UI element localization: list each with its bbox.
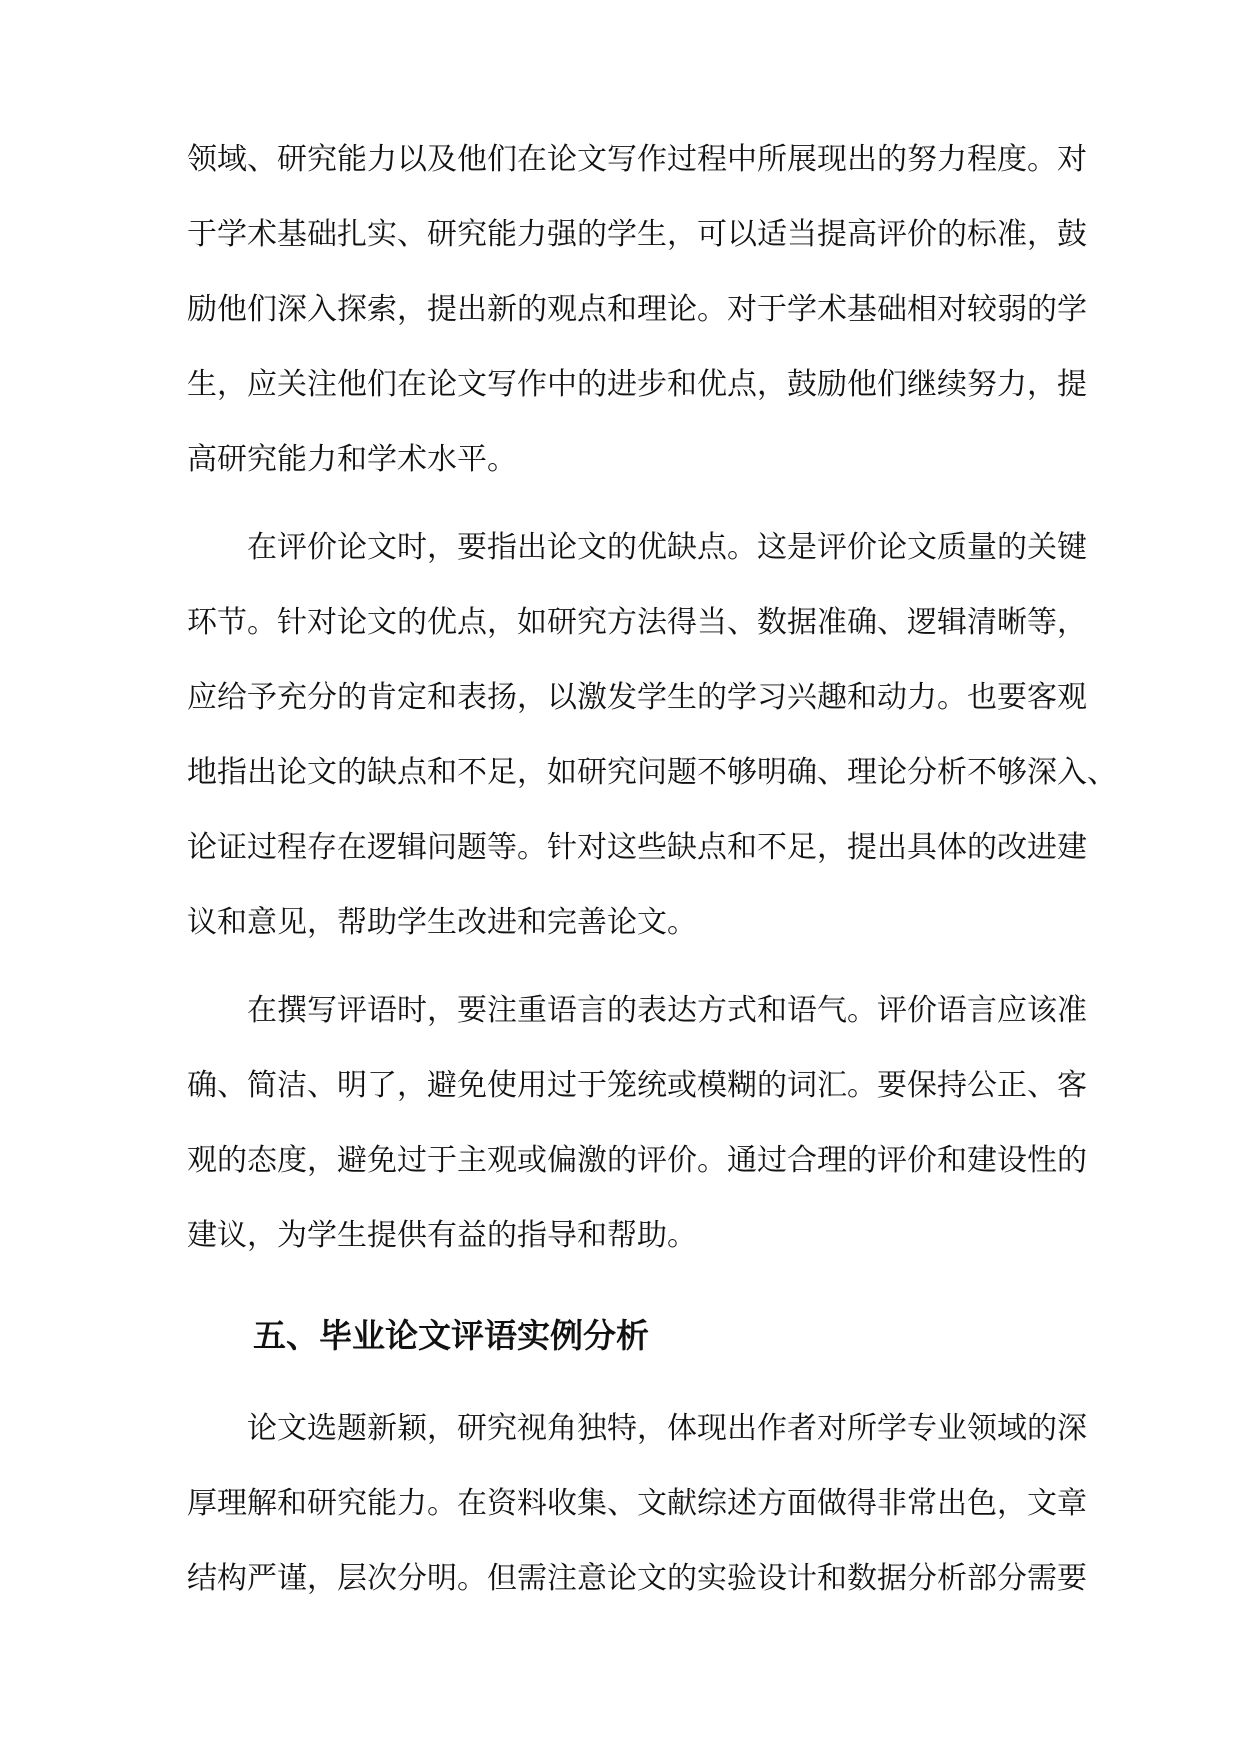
example-line-2: 厚理解和研究能力。在资料收集、文献综述方面做得非常出色，文章 (187, 1486, 1087, 1521)
paragraph-2-line-5: 论证过程存在逻辑问题等。针对这些缺点和不足，提出具体的改进建 (187, 830, 1087, 865)
paragraph-2-line-1: 在评价论文时，要指出论文的优缺点。这是评价论文质量的关键 (247, 530, 1087, 565)
section-heading: 五、毕业论文评语实例分析 (253, 1316, 649, 1355)
paragraph-2-line-4: 地指出论文的缺点和不足，如研究问题不够明确、理论分析不够深入、 (187, 755, 1117, 790)
paragraph-3-line-4: 建议，为学生提供有益的指导和帮助。 (187, 1218, 697, 1253)
paragraph-1-line-1: 领域、研究能力以及他们在论文写作过程中所展现出的努力程度。对 (187, 142, 1087, 177)
example-line-3: 结构严谨，层次分明。但需注意论文的实验设计和数据分析部分需要 (187, 1561, 1087, 1596)
paragraph-3-line-2: 确、简洁、明了，避免使用过于笼统或模糊的词汇。要保持公正、客 (187, 1068, 1087, 1103)
paragraph-2-line-6: 议和意见，帮助学生改进和完善论文。 (187, 905, 697, 940)
paragraph-3-line-1: 在撰写评语时，要注重语言的表达方式和语气。评价语言应该准 (247, 993, 1087, 1028)
paragraph-1-line-3: 励他们深入探索，提出新的观点和理论。对于学术基础相对较弱的学 (187, 292, 1087, 327)
paragraph-3-line-3: 观的态度，避免过于主观或偏激的评价。通过合理的评价和建设性的 (187, 1143, 1087, 1178)
paragraph-1-line-4: 生，应关注他们在论文写作中的进步和优点，鼓励他们继续努力，提 (187, 367, 1087, 402)
example-line-1: 论文选题新颖，研究视角独特，体现出作者对所学专业领域的深 (247, 1411, 1087, 1446)
paragraph-2-line-3: 应给予充分的肯定和表扬，以激发学生的学习兴趣和动力。也要客观 (187, 680, 1087, 715)
paragraph-1-line-2: 于学术基础扎实、研究能力强的学生，可以适当提高评价的标准，鼓 (187, 217, 1087, 252)
paragraph-1-line-5: 高研究能力和学术水平。 (187, 442, 517, 477)
paragraph-2-line-2: 环节。针对论文的优点，如研究方法得当、数据准确、逻辑清晰等， (187, 605, 1087, 640)
